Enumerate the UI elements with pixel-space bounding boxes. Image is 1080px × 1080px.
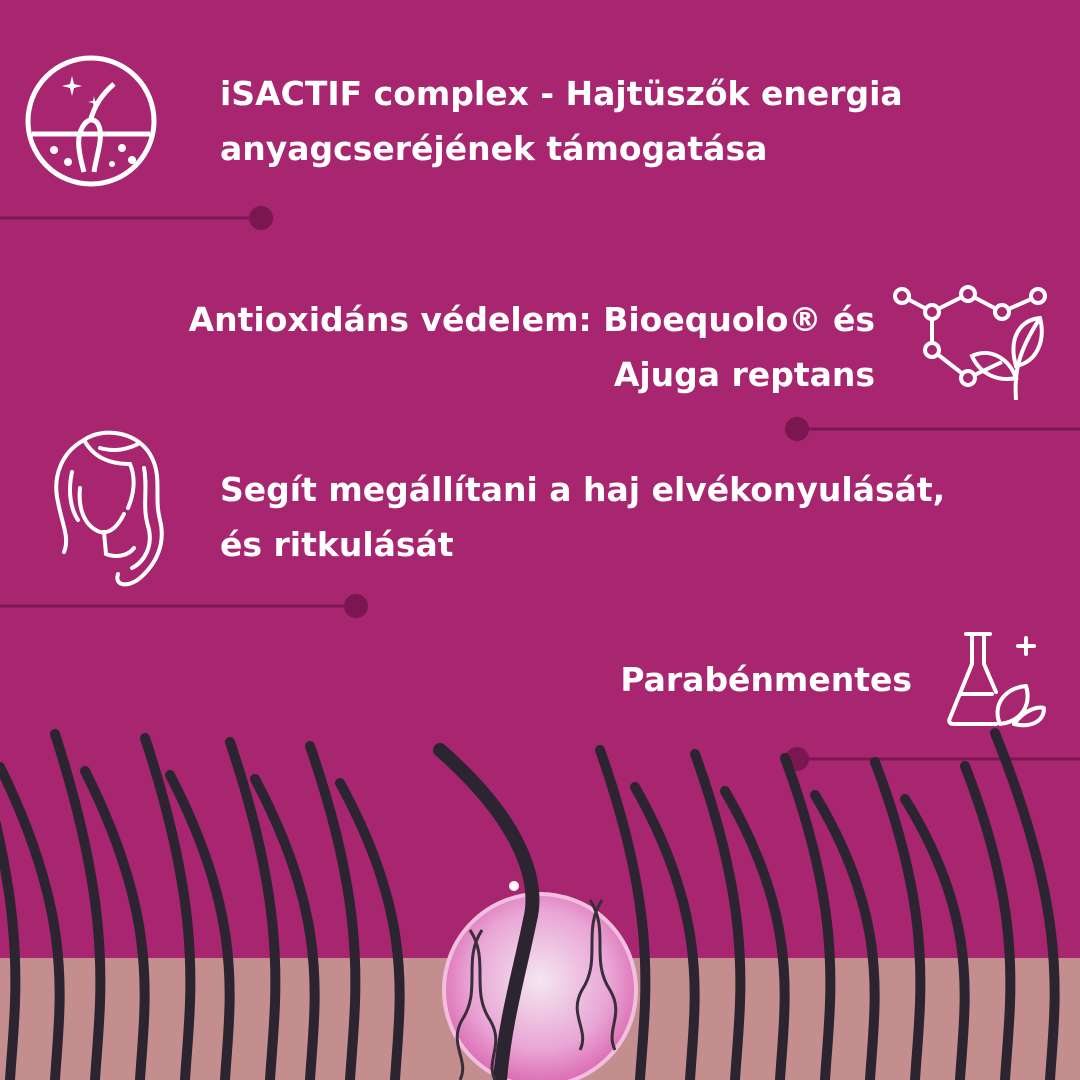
connector-dot-3	[344, 594, 368, 618]
hair-follicle-icon	[24, 54, 158, 188]
feature-text-4	[620, 652, 912, 707]
feature-3-line-2: és ritkulását	[220, 525, 454, 564]
feature-4-line-1: Parabénmentes	[620, 660, 912, 699]
feature-3-line-1: Segít megállítani a haj elvékonyulását,	[220, 470, 946, 509]
scalp-illustration	[0, 700, 1080, 1080]
feature-2-line-1: Antioxidáns védelem: Bioequolo® és	[188, 300, 875, 339]
woman-hair-icon	[44, 428, 168, 592]
feature-text-3	[220, 462, 945, 572]
feature-text-1	[220, 66, 903, 176]
molecule-leaf-icon	[890, 282, 1052, 404]
follicle-sphere	[440, 750, 636, 1080]
feature-1-line-1: iSACTIF complex - Hajtüszők energia	[220, 74, 903, 113]
connector-dot-2	[785, 417, 809, 441]
connector-dot-1	[249, 206, 273, 230]
feature-text-2	[189, 292, 875, 402]
feature-1-line-2: anyagcseréjének támogatása	[220, 129, 768, 168]
feature-2-line-2: Ajuga reptans	[613, 355, 875, 394]
